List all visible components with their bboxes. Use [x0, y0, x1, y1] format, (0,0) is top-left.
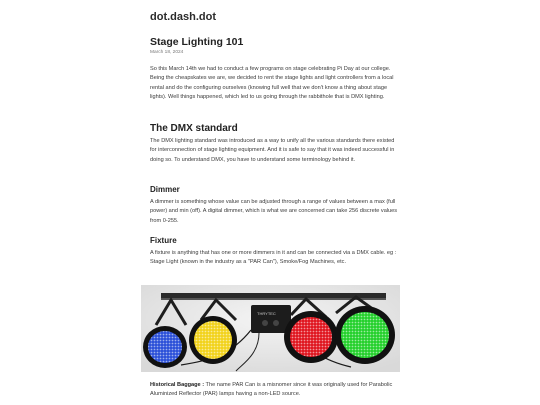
- dimmer-heading: Dimmer: [150, 185, 180, 194]
- historical-baggage-text: The name PAR Can is a misnomer since it was originally used for Parabolic Aluminized Reflector (PAR) lamps having a non-LED source.: [150, 382, 393, 398]
- dmx-heading: The DMX standard: [150, 123, 238, 134]
- site-title[interactable]: dot.dash.dot: [150, 11, 216, 23]
- fixture-paragraph: A fixture is anything that has one or more dimmers in it and can be connected via a DMX cable. eg : Stage Light (known in the industry as a "PAR Can"), Smoke/Fog Machines, etc.: [150, 250, 397, 266]
- historical-baggage-label: Historical Baggage :: [150, 382, 205, 388]
- controller-label: THRYTEC: [257, 311, 276, 316]
- post-date: March 18, 2024: [150, 50, 184, 55]
- post-title: Stage Lighting 101: [150, 36, 244, 48]
- green-par-can: [335, 306, 395, 364]
- red-par-can: [284, 311, 338, 363]
- yellow-par-can: [189, 316, 237, 364]
- stage-lights-photo: [141, 285, 400, 372]
- par-cans-illustration: [141, 285, 400, 372]
- dmx-controller-box: [251, 305, 291, 333]
- historical-baggage-paragraph: [150, 381, 400, 400]
- intro-paragraph: So this March 14th we had to conduct a few programs on stage celebrating Pi Day at our college. Being the cheapskates we are, we decided to rent the stage lights and light controllers from a local rental and do the configuring ourselves (knowing full well that we don't know a thing about stage lights). Well things happened, which led to us going through the rabbithole that is DMX lighting.: [150, 66, 394, 101]
- truss-bar: [161, 293, 386, 298]
- fixture-heading: Fixture: [150, 236, 177, 245]
- blue-par-can: [143, 326, 187, 368]
- dmx-paragraph: The DMX lighting standard was introduced as a way to unify all the various standards there existed for interconnection of stage lighting equipment. And it is safe to say that it was indeed successful in doing so. To understand DMX, you have to understand some terminology behind it.: [150, 138, 395, 163]
- dimmer-paragraph: A dimmer is something whose value can be adjusted through a range of values between a max (full power) and min (off). A digital dimmer, which is what we are concerned can take 256 discrete values from 0-255.: [150, 199, 398, 224]
